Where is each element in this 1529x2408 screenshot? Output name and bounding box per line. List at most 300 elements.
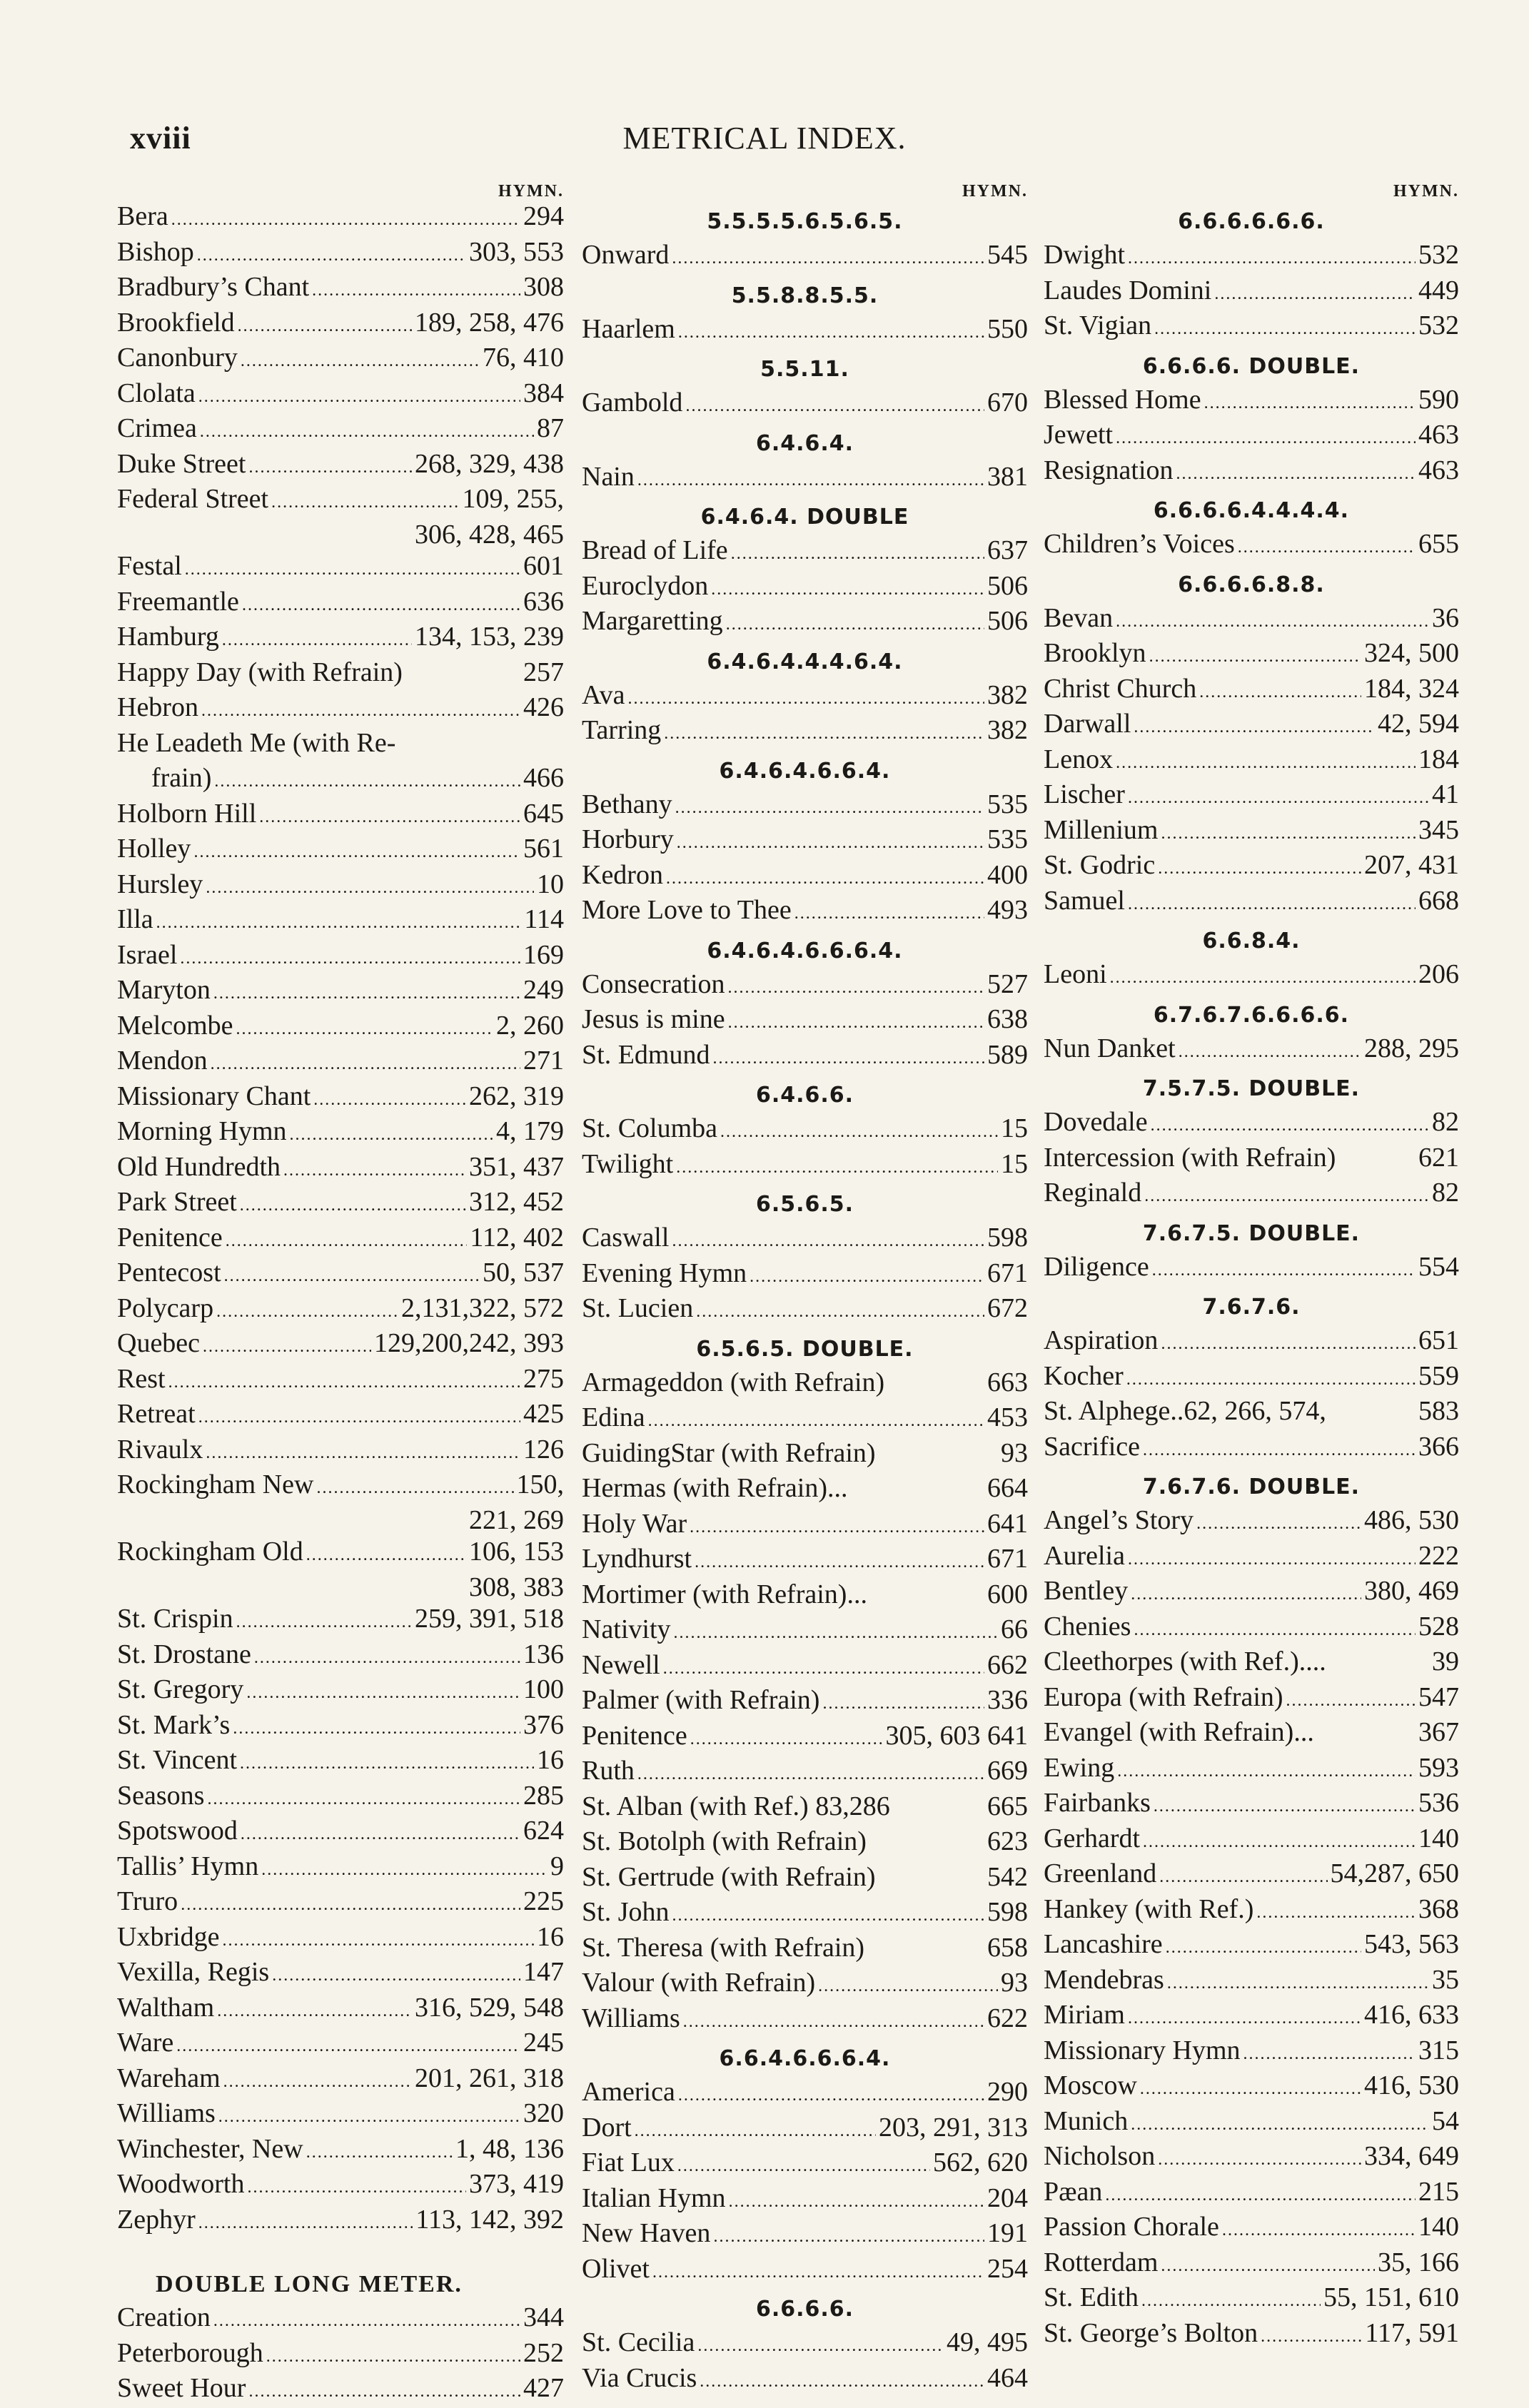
- hymn-numbers: 136: [523, 1639, 564, 1669]
- leader-dots: [1204, 384, 1416, 420]
- leader-dots: [731, 535, 984, 570]
- leader-dots: [1128, 239, 1416, 275]
- index-entry: [582, 535, 1028, 570]
- index-entry: [117, 1572, 564, 1604]
- index-entry: [117, 1222, 564, 1258]
- hymn-numbers: 554: [1418, 1251, 1459, 1282]
- leader-dots: [637, 461, 984, 497]
- leader-dots: [1166, 1928, 1361, 1964]
- index-entry: [1044, 1858, 1459, 1893]
- leader-dots: [198, 1398, 520, 1434]
- hymn-numbers: 109, 255,: [462, 484, 564, 514]
- index-entry: [582, 1113, 1028, 1148]
- index-entry: [117, 483, 564, 519]
- tune-name: Melcombe: [117, 1010, 233, 1041]
- hymn-numbers: 622: [987, 2003, 1028, 2033]
- index-entry: [117, 1469, 564, 1504]
- tune-name: Waltham: [117, 1992, 215, 2023]
- page-number: xviii: [130, 121, 191, 156]
- hymn-numbers: 15: [1001, 1113, 1028, 1143]
- index-entry: [1044, 673, 1459, 709]
- leader-dots: [1159, 1858, 1327, 1893]
- tune-name: Twilight: [582, 1148, 674, 1179]
- tune-name: Freemantle: [117, 586, 239, 617]
- index-entry: [1044, 814, 1459, 850]
- index-entry: [117, 2098, 564, 2133]
- hymn-numbers: 275: [523, 1363, 564, 1394]
- leader-dots: [233, 1709, 520, 1745]
- leader-dots: [1286, 1681, 1416, 1717]
- index-entry: [1044, 744, 1459, 779]
- index-entry: [117, 1045, 564, 1081]
- index-entry: [582, 2076, 1028, 2112]
- index-entry: [1044, 1716, 1459, 1752]
- leader-dots: [271, 483, 459, 519]
- tune-name: St. Drostane: [117, 1639, 251, 1669]
- leader-dots: [266, 2337, 520, 2373]
- index-entry: [117, 1257, 564, 1292]
- hymn-numbers: 645: [523, 798, 564, 829]
- hymn-numbers: 466: [523, 763, 564, 793]
- hymn-numbers: 9: [550, 1851, 564, 1881]
- meter-heading: 6.6.6.6. DOUBLE.: [1142, 353, 1361, 379]
- tune-name: Cleethorpes (with Ref.)....: [1044, 1646, 1326, 1676]
- hymn-numbers: 254: [987, 2253, 1028, 2284]
- leader-dots: [1128, 1999, 1361, 2035]
- index-entry: [117, 342, 564, 378]
- tune-name: Duke Street: [117, 448, 246, 479]
- leader-dots: [1154, 1787, 1416, 1823]
- tune-name: Quebec: [117, 1328, 201, 1358]
- index-entry: [582, 2217, 1028, 2253]
- tune-name: Morning Hymn: [117, 1116, 287, 1146]
- tune-name: Chenies: [1044, 1611, 1131, 1641]
- hymn-numbers: 449: [1418, 275, 1459, 305]
- tune-name: Pæan: [1044, 2176, 1103, 2207]
- index-entry: [1044, 637, 1459, 673]
- index-entry: [1044, 1325, 1459, 1360]
- index-entry: [1044, 1177, 1459, 1213]
- meter-heading: 6.6.8.4.: [1202, 929, 1301, 953]
- meter-heading: 6.5.6.5.: [755, 1192, 854, 1217]
- index-entry: [1044, 1646, 1459, 1681]
- tune-name: Bishop: [117, 236, 194, 267]
- index-entry: [117, 869, 564, 904]
- leader-dots: [676, 1148, 998, 1184]
- hymn-numbers: 598: [987, 1223, 1028, 1253]
- index-entry: [582, 2327, 1028, 2362]
- leader-dots: [248, 2372, 520, 2408]
- hymn-numbers: 114: [524, 904, 564, 934]
- leader-dots: [1176, 455, 1416, 490]
- meter-heading: 6.6.6.6.8.8.: [1178, 572, 1325, 597]
- index-entry: [1044, 1823, 1459, 1858]
- leader-dots: [1143, 1431, 1416, 1467]
- leader-dots: [218, 2098, 520, 2133]
- index-entry: [1044, 1611, 1459, 1646]
- index-entry: [582, 2003, 1028, 2038]
- hymn-numbers: 134, 153, 239: [415, 622, 564, 652]
- index-entry: [117, 762, 564, 798]
- hymn-numbers: 189, 258, 476: [415, 307, 564, 338]
- index-entry: [582, 1826, 1028, 1861]
- tune-name: Greenland: [1044, 1858, 1157, 1888]
- tune-name: St. Crispin: [117, 1604, 233, 1634]
- index-entry: [582, 968, 1028, 1004]
- index-entry: [1044, 2317, 1459, 2353]
- index-entry: [117, 519, 564, 551]
- tune-name: Nativity: [582, 1614, 671, 1644]
- index-entry: [582, 1003, 1028, 1039]
- leader-dots: [1110, 958, 1416, 994]
- leader-dots: [794, 894, 984, 930]
- hymn-numbers: 222: [1418, 1540, 1459, 1571]
- tune-name: St. Mark’s: [117, 1709, 231, 1740]
- hymn-numbers: 543, 563: [1364, 1929, 1459, 1959]
- leader-dots: [677, 2147, 930, 2182]
- tune-name: Horbury: [582, 824, 674, 854]
- index-entry: [582, 461, 1028, 497]
- index-entry: [1044, 2035, 1459, 2070]
- hymn-numbers: 305, 603 641: [885, 1720, 1028, 1751]
- meter-heading: 6.4.6.4.: [755, 430, 854, 456]
- tune-name: Dwight: [1044, 240, 1125, 270]
- index-entry: [1044, 239, 1459, 275]
- hymn-numbers: 547: [1418, 1681, 1459, 1712]
- tune-name: Jesus is mine: [582, 1004, 725, 1034]
- leader-dots: [1161, 2247, 1375, 2282]
- tune-name: Ewing: [1044, 1752, 1115, 1783]
- tune-name: Ware: [117, 2028, 174, 2058]
- index-entry: [1044, 1431, 1459, 1467]
- hymn-numbers: 583: [1418, 1396, 1459, 1426]
- hymn-numbers: 493: [987, 895, 1028, 925]
- hymn-numbers: 150,: [516, 1469, 564, 1499]
- index-entry: [117, 1081, 564, 1116]
- tune-name: Fairbanks: [1044, 1788, 1151, 1818]
- leader-dots: [236, 1010, 493, 1046]
- leader-dots: [677, 824, 984, 859]
- hymn-numbers: 169: [523, 939, 564, 970]
- tune-name: Euroclydon: [582, 570, 709, 601]
- tune-name: Ava: [582, 679, 625, 710]
- leader-dots: [1134, 1611, 1416, 1646]
- index-entry: [117, 2302, 564, 2337]
- index-entry: [117, 657, 564, 692]
- tune-name: Williams: [582, 2003, 680, 2033]
- leader-dots: [1154, 310, 1416, 345]
- tune-name: Diligence: [1044, 1251, 1149, 1282]
- tune-name: Christ Church: [1044, 673, 1197, 704]
- leader-dots: [306, 2133, 453, 2169]
- tune-name: Rest: [117, 1363, 166, 1394]
- hymn-numbers: 426: [523, 692, 564, 722]
- leader-dots: [316, 1469, 513, 1504]
- meter-heading: 7.6.7.6.: [1202, 1295, 1301, 1320]
- leader-dots: [1149, 637, 1361, 673]
- index-entry: [582, 1437, 1028, 1473]
- hymn-numbers: 249: [523, 975, 564, 1005]
- index-entry: [582, 1720, 1028, 1756]
- tune-name: Via Crucis: [582, 2362, 697, 2393]
- leader-dots: [240, 1186, 466, 1222]
- index-entry: [117, 1639, 564, 1674]
- hymn-numbers: 252: [523, 2337, 564, 2368]
- tune-name: frain): [151, 763, 212, 793]
- hymn-column-label: HYMN.: [1393, 182, 1459, 201]
- index-entry: [582, 1543, 1028, 1579]
- hymn-numbers: 536: [1418, 1788, 1459, 1818]
- hymn-numbers: 201, 261, 318: [415, 2063, 564, 2093]
- leader-dots: [678, 2076, 984, 2112]
- tune-name: Missionary Hymn: [1044, 2035, 1241, 2065]
- tune-name: Retreat: [117, 1399, 196, 1429]
- leader-dots: [1126, 1360, 1416, 1396]
- leader-dots: [214, 762, 520, 798]
- leader-dots: [176, 2027, 520, 2063]
- leader-dots: [648, 1402, 984, 1437]
- index-entry: [117, 2337, 564, 2373]
- tune-name: Truro: [117, 1886, 178, 1916]
- hymn-numbers: 308, 383: [469, 1572, 564, 1602]
- index-entry: [582, 2253, 1028, 2289]
- index-entry: [1044, 1964, 1459, 2000]
- leader-dots: [1161, 1325, 1416, 1360]
- hymn-numbers: 344: [523, 2302, 564, 2332]
- index-entry: [582, 894, 1028, 930]
- tune-name: Moscow: [1044, 2070, 1137, 2100]
- leader-dots: [672, 1222, 984, 1258]
- leader-dots: [272, 1956, 520, 1992]
- index-entry: [1044, 885, 1459, 921]
- leader-dots: [207, 1780, 520, 1816]
- leader-dots: [223, 1921, 534, 1957]
- hymn-numbers: 416, 530: [1364, 2070, 1459, 2100]
- hymn-numbers: 87: [537, 413, 564, 443]
- hymn-numbers: 671: [987, 1258, 1028, 1288]
- tune-name: Spotswood: [117, 1816, 238, 1846]
- index-entry: [582, 1367, 1028, 1402]
- leader-dots: [238, 307, 412, 343]
- meter-heading: 7.5.7.5. DOUBLE.: [1142, 1076, 1361, 1101]
- tune-name: Creation: [117, 2302, 211, 2332]
- hymn-numbers: 66: [1001, 1614, 1028, 1644]
- hymn-numbers: 320: [523, 2098, 564, 2128]
- tune-name: St. Columba: [582, 1113, 718, 1143]
- tune-name: Pentecost: [117, 1258, 221, 1288]
- hymn-numbers: 463: [1418, 455, 1459, 485]
- meter-heading: 6.4.6.4. DOUBLE: [700, 505, 909, 530]
- hymn-numbers: 35, 166: [1378, 2247, 1459, 2277]
- leader-dots: [1141, 2282, 1321, 2317]
- hymn-numbers: 129,200,242, 393: [374, 1328, 564, 1358]
- index-entry: [117, 1398, 564, 1434]
- index-entry: [582, 679, 1028, 715]
- leader-dots: [246, 1674, 520, 1709]
- meter-heading: 6.4.6.4.4.4.6.4.: [707, 649, 903, 674]
- tune-name: St. Lucien: [582, 1293, 694, 1323]
- tune-name: Caswall: [582, 1223, 670, 1253]
- leader-dots: [1134, 708, 1375, 744]
- tune-name: St. Alban (with Ref.) 83,286: [582, 1791, 890, 1821]
- tune-name: Angel’s Story: [1044, 1505, 1194, 1535]
- leader-dots: [637, 1755, 984, 1791]
- index-entry: [1044, 2105, 1459, 2141]
- tune-name: Aspiration: [1044, 1325, 1159, 1355]
- tune-name: Festal: [117, 551, 182, 581]
- hymn-numbers: 1, 48, 136: [455, 2133, 564, 2164]
- meter-heading: 6.6.6.6.: [755, 2297, 854, 2322]
- hymn-numbers: 206: [1418, 959, 1459, 989]
- index-entry: [1044, 2140, 1459, 2176]
- leader-dots: [711, 570, 984, 606]
- leader-dots: [1144, 1177, 1429, 1213]
- index-entry: [582, 789, 1028, 824]
- tune-name: Darwall: [1044, 709, 1131, 739]
- hymn-numbers: 35: [1432, 1964, 1459, 1995]
- hymn-numbers: 550: [987, 313, 1028, 344]
- index-entry: [117, 1186, 564, 1222]
- tune-name: Williams: [117, 2098, 216, 2128]
- hymn-numbers: 486, 530: [1364, 1505, 1459, 1535]
- hymn-numbers: 2,131,322, 572: [401, 1292, 564, 1323]
- index-entry: [582, 1861, 1028, 1897]
- leader-dots: [1152, 1251, 1416, 1287]
- leader-dots: [290, 1116, 494, 1151]
- index-entry: [117, 2168, 564, 2204]
- hymn-numbers: 651: [1418, 1325, 1459, 1355]
- hymn-numbers: 380, 469: [1364, 1576, 1459, 1606]
- tune-name: Dort: [582, 2112, 632, 2143]
- index-entry: [582, 313, 1028, 349]
- hymn-numbers: 562, 620: [933, 2148, 1028, 2177]
- index-entry: [582, 1649, 1028, 1685]
- tune-name: Happy Day (with Refrain): [117, 657, 403, 687]
- tune-name: Munich: [1044, 2105, 1129, 2136]
- meter-heading: 6.6.6.6.4.4.4.4.: [1153, 498, 1350, 523]
- tune-name: Valour (with Refrain): [582, 1968, 816, 1998]
- hymn-numbers: 204: [987, 2182, 1028, 2213]
- hymn-numbers: 641: [987, 1508, 1028, 1539]
- index-entry: [117, 307, 564, 343]
- tune-name: Israel: [117, 939, 178, 970]
- hymn-numbers: 672: [987, 1293, 1028, 1323]
- hymn-numbers: 623: [987, 1826, 1028, 1856]
- tune-name: Seasons: [117, 1780, 205, 1811]
- index-entry: [117, 378, 564, 413]
- index-entry: [1044, 275, 1459, 310]
- meter-heading: 6.4.6.6.: [755, 1083, 854, 1108]
- tune-name: Lischer: [1044, 779, 1125, 809]
- leader-dots: [224, 1257, 480, 1292]
- hymn-numbers: 373, 419: [469, 2169, 564, 2199]
- leader-dots: [168, 1363, 520, 1399]
- leader-dots: [666, 859, 984, 895]
- hymn-numbers: 288, 295: [1364, 1033, 1459, 1063]
- index-entry: [1044, 1787, 1459, 1823]
- tune-name: St. George’s Bolton: [1044, 2317, 1258, 2348]
- meter-heading: 6.6.4.6.6.6.4.: [719, 2046, 891, 2071]
- leader-dots: [1140, 2070, 1361, 2105]
- hymn-numbers: 593: [1418, 1752, 1459, 1783]
- index-entry: [1044, 602, 1459, 638]
- index-column-1: [117, 182, 564, 2408]
- hymn-numbers: 315: [1418, 2035, 1459, 2065]
- index-entry: [582, 1039, 1028, 1075]
- tune-name: Passion Chorale: [1044, 2212, 1219, 2242]
- tune-name: Edina: [582, 1402, 645, 1432]
- leader-dots: [695, 1543, 984, 1579]
- index-entry: [117, 1744, 564, 1780]
- index-column-2: [582, 182, 1028, 2397]
- hymn-numbers: 334, 649: [1364, 2141, 1459, 2171]
- meter-heading: 5.5.11.: [760, 357, 849, 382]
- hymn-numbers: 50, 537: [483, 1258, 564, 1288]
- leader-dots: [241, 342, 480, 378]
- tune-name: Fiat Lux: [582, 2148, 675, 2177]
- hymn-numbers: 590: [1418, 384, 1459, 415]
- hymn-numbers: 506: [987, 606, 1028, 636]
- hymn-numbers: 506: [987, 570, 1028, 601]
- tune-name: Bevan: [1044, 602, 1114, 633]
- index-entry: [117, 727, 564, 763]
- tune-name: New Haven: [582, 2218, 711, 2248]
- tune-name: Onward: [582, 240, 670, 270]
- leader-dots: [675, 789, 984, 824]
- tune-name: Ruth: [582, 1756, 635, 1786]
- leader-dots: [697, 2327, 944, 2362]
- tune-name: Intercession (with Refrain): [1044, 1142, 1336, 1173]
- leader-dots: [1143, 1823, 1416, 1858]
- tune-name: Uxbridge: [117, 1921, 220, 1952]
- hymn-numbers: 257: [523, 657, 564, 687]
- index-entry: [1044, 958, 1459, 994]
- tune-name: Canonbury: [117, 343, 238, 373]
- leader-dots: [222, 621, 412, 657]
- hymn-numbers: 4, 179: [496, 1116, 564, 1146]
- meter-heading: 6.4.6.4.6.6.6.4.: [707, 938, 903, 963]
- tune-name: Nicholson: [1044, 2141, 1156, 2171]
- tune-name: St. Edith: [1044, 2282, 1139, 2312]
- meter-heading: 6.4.6.4.6.6.4.: [719, 758, 891, 784]
- hymn-numbers: 259, 391, 518: [415, 1604, 564, 1634]
- leader-dots: [818, 1967, 998, 2003]
- hymn-numbers: 464: [987, 2362, 1028, 2393]
- index-entry: [117, 586, 564, 622]
- index-entry: [1044, 1540, 1459, 1576]
- index-entry: [582, 714, 1028, 750]
- hymn-numbers: 55, 151, 610: [1323, 2282, 1459, 2312]
- index-entry: [582, 1896, 1028, 1932]
- leader-dots: [1128, 885, 1416, 921]
- hymn-numbers: 245: [523, 2028, 564, 2058]
- tune-name: Woodworth: [117, 2169, 245, 2199]
- leader-dots: [247, 2168, 466, 2204]
- tune-name: Children’s Voices: [1044, 529, 1235, 559]
- hymn-numbers: 15: [1001, 1148, 1028, 1179]
- leader-dots: [211, 1045, 520, 1081]
- tune-name: Rockingham Old: [117, 1537, 303, 1567]
- hymn-numbers: 453: [987, 1402, 1028, 1432]
- leader-dots: [696, 1292, 984, 1328]
- hymn-numbers: 382: [987, 715, 1028, 745]
- leader-dots: [1116, 602, 1429, 638]
- hymn-numbers: 203, 291, 313: [879, 2112, 1028, 2143]
- hymn-numbers: 384: [523, 378, 564, 408]
- leader-dots: [652, 2253, 984, 2289]
- index-entry: [1044, 2070, 1459, 2105]
- hymn-numbers: 225: [523, 1886, 564, 1916]
